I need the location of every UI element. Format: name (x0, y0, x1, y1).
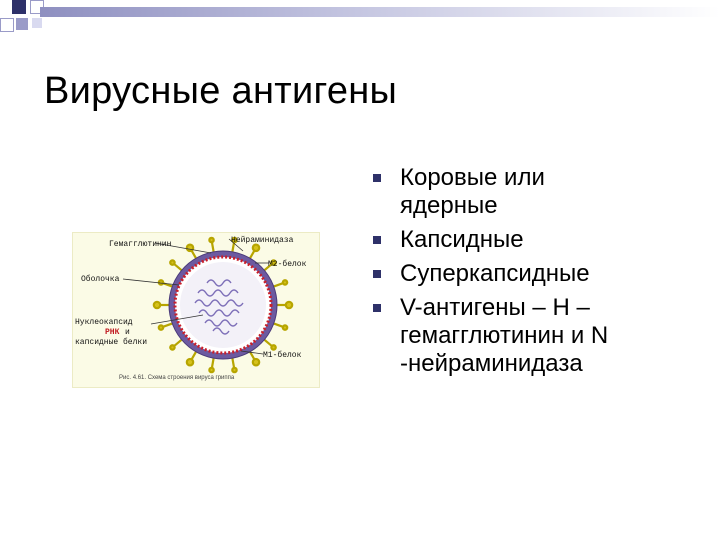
bullet-marker (373, 270, 381, 278)
bullet-item (370, 226, 710, 254)
deco-square (16, 18, 28, 30)
spike-head (286, 302, 292, 308)
spike-head (209, 238, 213, 242)
label-envelope: Оболочка (81, 275, 120, 284)
label-capsid-proteins: капсидные белки (75, 338, 148, 347)
spike-head (283, 280, 287, 284)
spike-head (209, 368, 213, 372)
bullet-line: -нейраминидаза (400, 350, 583, 377)
spike-head (170, 260, 174, 264)
label-m1-protein: М1-белок (263, 351, 302, 360)
spike-head (253, 359, 259, 365)
bullet-item (370, 294, 710, 378)
label-nucleocapsid: Нуклеокапсид (75, 318, 133, 327)
virus-diagram (73, 233, 319, 387)
deco-square (32, 18, 42, 28)
bullet-marker (373, 236, 381, 244)
capsid-inner (180, 262, 266, 348)
spike-head (283, 325, 287, 329)
bullet-line: Коровые или (400, 164, 545, 191)
bullet-line: Капсидные (400, 226, 524, 253)
bullet-line: V-антигены – H – (400, 294, 590, 321)
spike-head (159, 325, 163, 329)
deco-square (0, 18, 14, 32)
bullet-line: Суперкапсидные (400, 260, 590, 287)
spike-head (159, 280, 163, 284)
deco-square (12, 0, 26, 14)
bullet-marker (373, 304, 381, 312)
bullet-line: ядерные (400, 192, 498, 219)
spike-head (187, 245, 193, 251)
spike-head (253, 245, 259, 251)
spike-head (170, 345, 174, 349)
spike-head (271, 345, 275, 349)
spike-head (154, 302, 160, 308)
bullet-item (370, 260, 710, 288)
slide-title: Вирусные антигены (44, 70, 398, 112)
spike-head (187, 359, 193, 365)
label-rna: РНК (105, 328, 120, 337)
label-neuraminidase: Нейраминидаза (231, 236, 294, 245)
figure-caption: Рис. 4.61. Схема строения вируса гриппа (119, 375, 235, 381)
bullet-line: гемагглютинин и N (400, 322, 609, 349)
influenza-virus-figure (72, 232, 320, 388)
bullet-list (370, 164, 710, 384)
label-and: и (125, 328, 130, 337)
top-accent-bar (40, 7, 720, 17)
bullet-item (370, 164, 710, 220)
spike-head (232, 368, 236, 372)
label-m2-protein: М2-белок (268, 260, 307, 269)
bullet-marker (373, 174, 381, 182)
label-hemagglutinin: Гемагглютинин (109, 240, 172, 249)
